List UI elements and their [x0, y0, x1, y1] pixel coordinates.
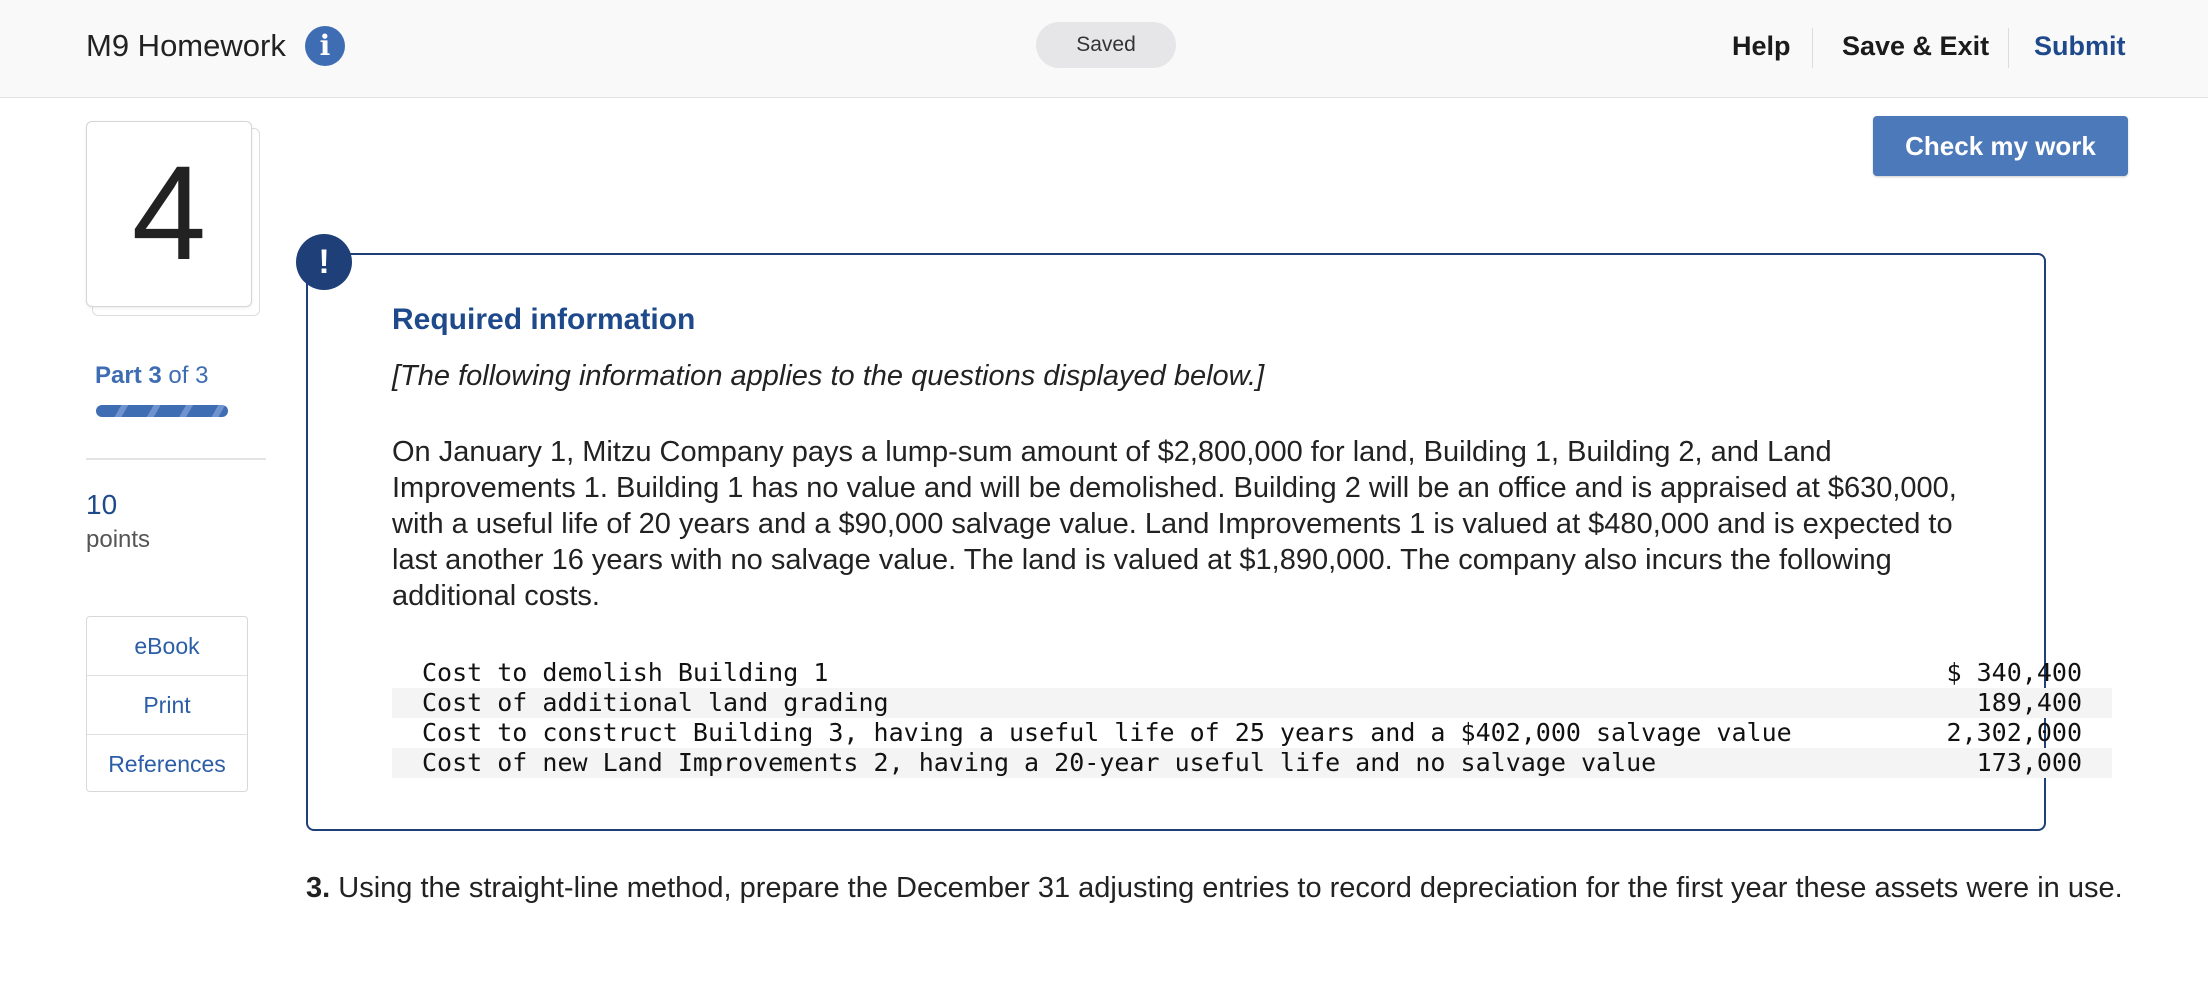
check-my-work-button[interactable]: Check my work: [1873, 116, 2128, 176]
table-row: [392, 748, 2112, 778]
cost-description: Cost of new Land Improvements 2, having a 20-year useful life and no salvage value: [422, 748, 1657, 777]
references-link[interactable]: References: [108, 751, 226, 777]
table-row: [392, 688, 2112, 718]
submit-link[interactable]: Submit: [2034, 31, 2126, 61]
part-total: of 3: [168, 362, 209, 389]
help-link[interactable]: Help: [1732, 31, 1791, 61]
cost-amount: 173,000: [1976, 748, 2082, 777]
required-info-title: Required information: [392, 303, 696, 336]
top-header: [0, 0, 2208, 98]
question-text: [306, 870, 2136, 906]
divider: [86, 458, 266, 460]
part-prefix: Part: [95, 362, 142, 389]
table-row: [392, 718, 2112, 748]
nav-divider: [1812, 28, 1813, 68]
cost-amount: $ 340,400: [1946, 658, 2082, 687]
points-label: points: [86, 526, 151, 553]
nav-divider: [2008, 28, 2009, 68]
additional-costs-table: [392, 658, 2112, 778]
alert-icon: !: [296, 234, 352, 290]
cost-description: Cost of additional land grading: [422, 688, 889, 717]
part-progress-bar: [96, 405, 228, 417]
print-link[interactable]: Print: [87, 676, 247, 735]
cost-amount: 2,302,000: [1946, 718, 2082, 747]
table-row: [392, 658, 2112, 688]
resources-menu: [86, 616, 248, 792]
question-number-label: 3.: [306, 872, 331, 904]
saved-status-badge: Saved: [1036, 22, 1176, 68]
assignment-title: M9 Homework: [86, 28, 286, 63]
info-icon[interactable]: i: [305, 26, 345, 66]
required-info-body: On January 1, Mitzu Company pays a lump-sum amount of $2,800,000 for land, Building 1, Building 2, and Land Improvements 1. Building 1 has no value and will be demolished. Building 2 will be an office and is appraised at $630,000, with a useful life of 20 years and a $90,000 salvage value. Land Improvements 1 is valued at $480,000 and is expected to last another 16 years with no salvage value. The land is valued at $1,890,000. The company also incurs the following additional costs.: [392, 436, 1957, 612]
required-info-note: [The following information applies to the questions displayed below.]: [392, 360, 1265, 392]
points-value: 10: [86, 489, 118, 520]
cost-amount: 189,400: [1976, 688, 2082, 717]
cost-description: Cost to construct Building 3, having a useful life of 25 years and a $402,000 salvage value: [422, 718, 1792, 747]
cost-description: Cost to demolish Building 1: [422, 658, 829, 687]
save-exit-link[interactable]: Save & Exit: [1842, 31, 1990, 61]
ebook-link[interactable]: eBook: [87, 617, 247, 676]
question-body: Using the straight-line method, prepare the December 31 adjusting entries to record depreciation for the first year these assets were in use.: [338, 872, 2123, 904]
part-current: 3: [148, 362, 162, 389]
part-indicator: [95, 362, 208, 390]
question-number: 4: [86, 121, 252, 307]
